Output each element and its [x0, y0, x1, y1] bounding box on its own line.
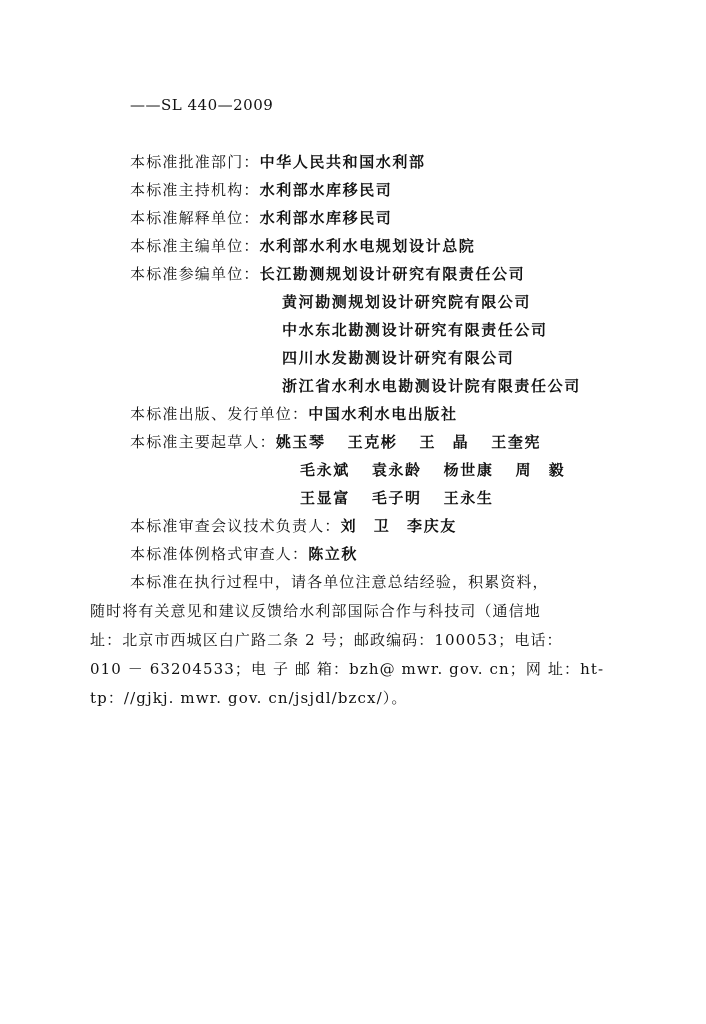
- participant-unit: 浙江省水利水电勘测设计院有限责任公司: [282, 377, 581, 395]
- drafter-name: 王永生: [443, 489, 494, 507]
- drafter-names-row: [300, 460, 587, 480]
- chief-unit-value: 水利部水利水电规划设计总院: [259, 237, 476, 255]
- participants-label: 本标准参编单位：: [130, 265, 260, 283]
- reviewers-value: 刘 卫 李庆友: [340, 517, 457, 535]
- drafters-label: 本标准主要起草人：: [130, 433, 276, 451]
- drafter-name: 毛子明: [371, 489, 422, 507]
- note-line: 随时将有关意见和建议反馈给水利部国际合作与科技司（通信地: [90, 602, 541, 620]
- drafter-name: 王 晶: [419, 433, 470, 451]
- format-reviewer-value: 陈立秋: [308, 545, 359, 563]
- note-line: 本标准在执行过程中，请各单位注意总结经验，积累资料，: [130, 573, 549, 591]
- publisher-value: 中国水利水电出版社: [308, 405, 458, 423]
- drafter-name: 袁永龄: [371, 461, 422, 479]
- note-line: 010 － 63204533；电 子 邮 箱：bzh@ mwr. gov. cn；网 址：ht-: [90, 660, 605, 678]
- approval-dept-label: 本标准批准部门：: [130, 153, 260, 171]
- drafter-name: 王显富: [300, 489, 350, 507]
- participants-row: [130, 264, 525, 284]
- drafter-name: 王克彬: [347, 433, 398, 451]
- drafters-row: [130, 432, 563, 452]
- reviewers-label: 本标准审查会议技术负责人：: [130, 517, 341, 535]
- format-reviewer-label: 本标准体例格式审查人：: [130, 545, 309, 563]
- host-org-row: [130, 180, 392, 200]
- participant-unit: 黄河勘测规划设计研究院有限公司: [282, 293, 532, 311]
- publisher-label: 本标准出版、发行单位：: [130, 405, 309, 423]
- drafter-name: 毛永斌: [300, 461, 350, 479]
- drafter-names-row: [276, 433, 563, 451]
- drafter-name: 姚玉琴: [275, 433, 326, 451]
- drafter-name: 周 毅: [515, 461, 566, 479]
- chief-unit-row: [130, 236, 475, 256]
- publisher-row: [130, 404, 458, 424]
- note-line: 址：北京市西城区白广路二条 2 号；邮政编码：100053；电话：: [90, 631, 563, 649]
- reviewers-row: [130, 516, 457, 536]
- chief-unit-label: 本标准主编单位：: [130, 237, 260, 255]
- note-line: tp：//gjkj. mwr. gov. cn/jsjdl/bzcx/）。: [90, 689, 408, 707]
- participant-unit: 四川水发勘测设计研究有限公司: [282, 349, 515, 367]
- standard-code-header: ——SL 440—2009: [130, 96, 274, 114]
- drafter-name: 王奎宪: [491, 433, 542, 451]
- interpret-unit-row: [130, 208, 392, 228]
- host-org-value: 水利部水库移民司: [259, 181, 393, 199]
- participant-unit: 长江勘测规划设计研究有限责任公司: [259, 265, 526, 283]
- participant-unit: 中水东北勘测设计研究有限责任公司: [282, 321, 548, 339]
- format-reviewer-row: [130, 544, 358, 564]
- host-org-label: 本标准主持机构：: [130, 181, 260, 199]
- approval-dept-value: 中华人民共和国水利部: [259, 153, 426, 171]
- interpret-unit-label: 本标准解释单位：: [130, 209, 260, 227]
- approval-dept-row: [130, 152, 426, 172]
- interpret-unit-value: 水利部水库移民司: [259, 209, 393, 227]
- drafter-name: 杨世康: [443, 461, 494, 479]
- drafter-names-row: [300, 488, 515, 508]
